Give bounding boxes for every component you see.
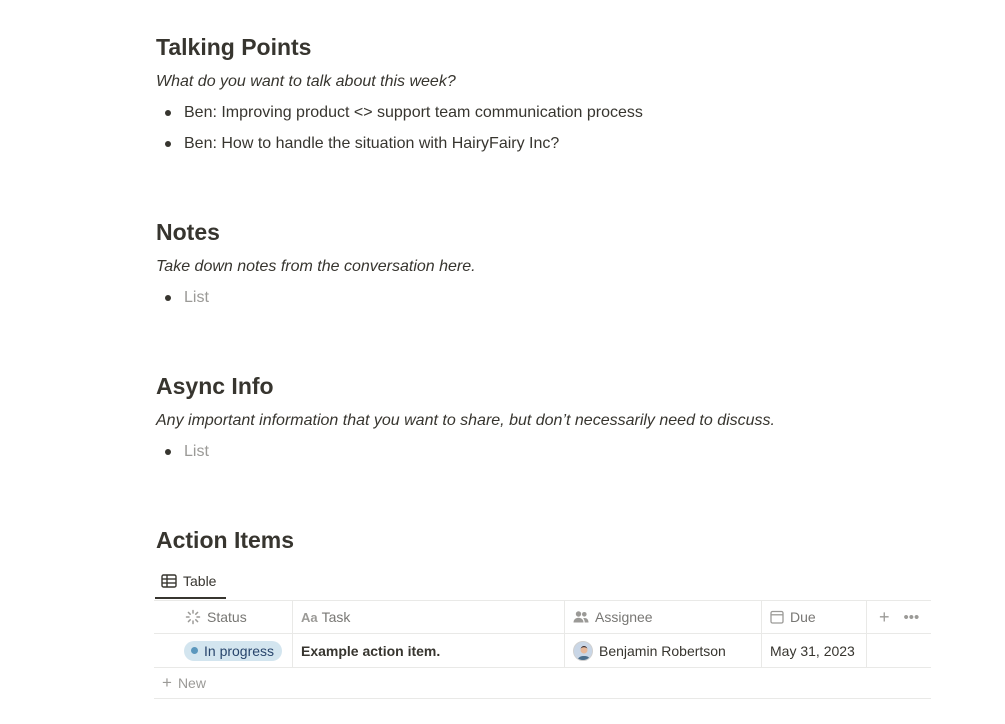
status-dot xyxy=(191,647,198,654)
list-placeholder[interactable]: List xyxy=(184,443,209,460)
more-options-icon[interactable]: ••• xyxy=(903,608,920,626)
status-badge[interactable] xyxy=(184,641,282,661)
list-item[interactable] xyxy=(156,440,209,464)
text-property-icon: Aa xyxy=(301,609,318,625)
calendar-icon xyxy=(770,610,784,624)
list-item[interactable] xyxy=(156,132,559,156)
column-header-label: Due xyxy=(790,609,816,625)
column-header-due[interactable] xyxy=(762,601,867,633)
async-info-description[interactable]: Any important information that you want to share, but don’t necessarily need to discuss. xyxy=(156,412,775,429)
due-cell[interactable] xyxy=(762,634,867,667)
notes-description[interactable]: Take down notes from the conversation here. xyxy=(156,258,476,275)
list-item-text[interactable]: Ben: Improving product <> support team communication process xyxy=(184,104,643,121)
new-row-label: New xyxy=(177,675,206,691)
bullet-icon xyxy=(165,295,171,301)
list-item[interactable] xyxy=(156,286,209,310)
plus-icon: + xyxy=(162,673,172,692)
tab-table-view[interactable] xyxy=(155,565,226,599)
bullet-icon xyxy=(165,449,171,455)
status-cell[interactable] xyxy=(154,634,293,667)
bullet-icon xyxy=(165,141,171,147)
table-icon xyxy=(161,574,177,588)
column-header-label: Assignee xyxy=(595,609,653,625)
column-actions xyxy=(867,601,931,633)
notes-heading[interactable]: Notes xyxy=(156,219,220,245)
column-header-status[interactable] xyxy=(154,601,293,633)
assignee-cell[interactable] xyxy=(565,634,762,667)
assignee-name: Benjamin Robertson xyxy=(599,642,726,659)
row-filler-cell xyxy=(867,634,931,667)
tab-label: Table xyxy=(183,573,217,589)
talking-points-heading[interactable]: Talking Points xyxy=(156,34,312,60)
action-items-table xyxy=(154,600,931,699)
column-header-label: Task xyxy=(321,609,351,625)
add-new-row-button[interactable] xyxy=(154,668,931,699)
action-items-heading[interactable]: Action Items xyxy=(156,527,295,553)
table-row[interactable] xyxy=(154,634,931,668)
status-icon xyxy=(185,609,201,625)
list-item-text[interactable]: Ben: How to handle the situation with HairyFairy Inc? xyxy=(184,135,560,152)
task-cell[interactable] xyxy=(293,634,565,667)
async-info-heading[interactable]: Async Info xyxy=(156,373,274,399)
column-header-assignee[interactable] xyxy=(565,601,762,633)
avatar xyxy=(573,641,593,661)
add-property-icon[interactable]: + xyxy=(879,606,890,627)
people-icon xyxy=(573,610,589,624)
list-item[interactable] xyxy=(156,101,643,125)
table-header-row xyxy=(154,601,931,634)
talking-points-description[interactable]: What do you want to talk about this week? xyxy=(156,73,456,90)
task-title[interactable]: Example action item. xyxy=(301,642,441,659)
column-header-label: Status xyxy=(207,609,247,625)
due-date: May 31, 2023 xyxy=(770,642,855,659)
list-placeholder[interactable]: List xyxy=(184,289,209,306)
status-label: In progress xyxy=(204,642,275,659)
bullet-icon xyxy=(165,110,171,116)
column-header-task[interactable] xyxy=(293,601,565,633)
